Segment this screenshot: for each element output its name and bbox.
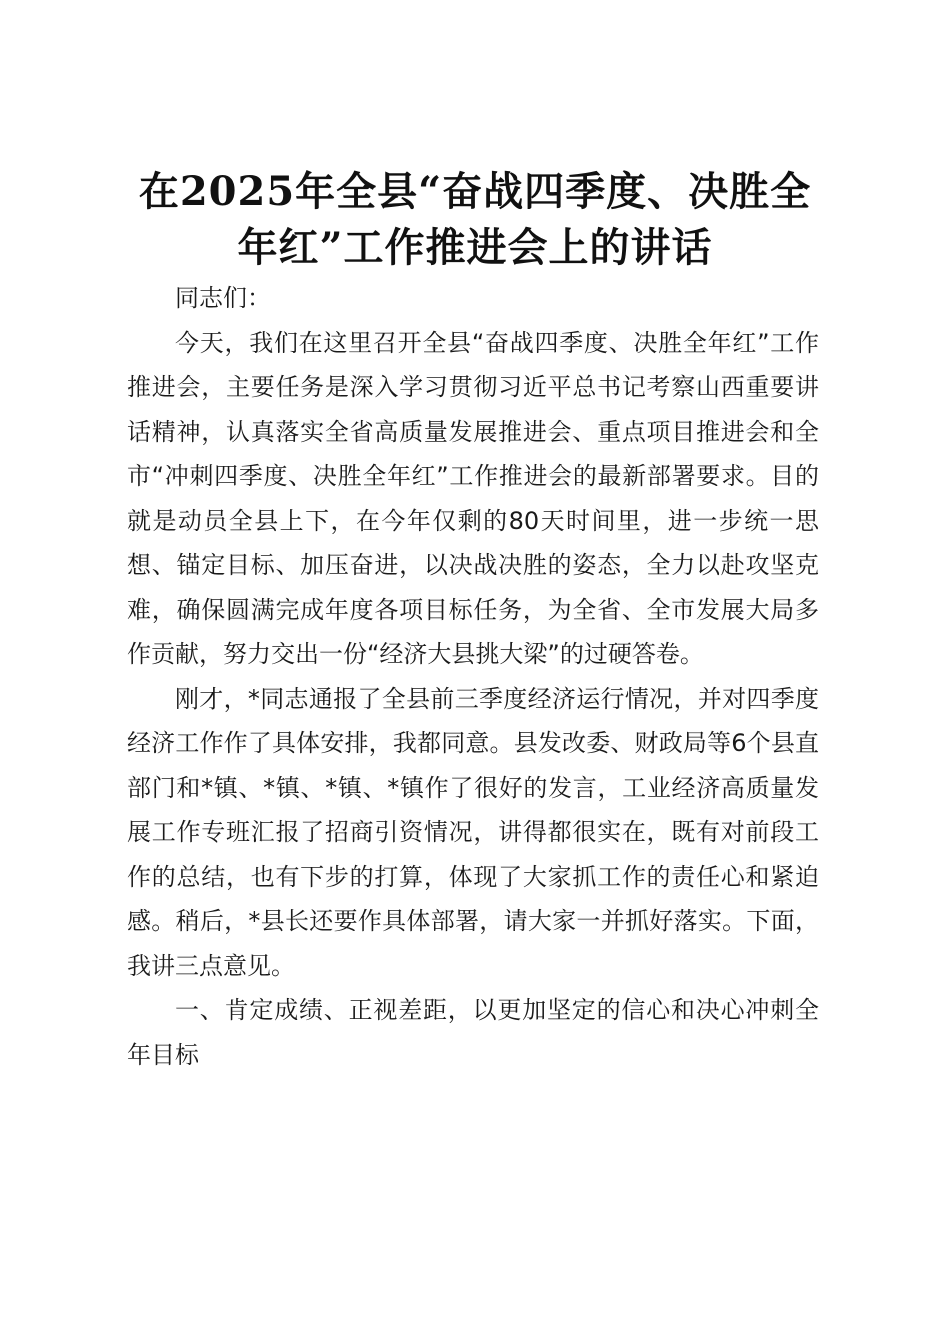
- salutation: 同志们：: [175, 284, 271, 312]
- section-heading: 一、肯定成绩、正视差距，以更加坚定的信心和决心冲刺全年目标: [127, 996, 819, 1069]
- document-title: 在2025年全县“奋战四季度、决胜全年红”工作推进会上的讲话: [138, 168, 812, 271]
- document-body: [127, 276, 819, 1077]
- paragraph-opening: 今天，我们在这里召开全县“奋战四季度、决胜全年红”工作推进会，主要任务是深入学习贯彻习近平总书记考察山西重要讲话精神，认真落实全省高质量发展推进会、重点项目推进会和全市“冲刺四季度、决胜全年红”工作推进会的最新部署要求。目的就是动员全县上下，在今年仅剩的80天时间里，进一步统一思想、锚定目标、加压奋进，以决战决胜的姿态，全力以赴攻坚克难，确保圆满完成年度各项目标任务，为全省、全市发展大局多作贡献，努力交出一份“经济大县挑大梁”的过硬答卷。: [127, 328, 819, 668]
- paragraph-review: 刚才，*同志通报了全县前三季度经济运行情况，并对四季度经济工作作了具体安排，我都同意。县发改委、财政局等6个县直部门和*镇、*镇、*镇、*镇作了很好的发言，工业经济高质量发展工作专班汇报了招商引资情况，讲得都很实在，既有对前段工作的总结，也有下步的打算，体现了大家抓工作的责任心和紧迫感。稍后，*县长还要作具体部署，请大家一并抓好落实。下面，我讲三点意见。: [127, 684, 819, 980]
